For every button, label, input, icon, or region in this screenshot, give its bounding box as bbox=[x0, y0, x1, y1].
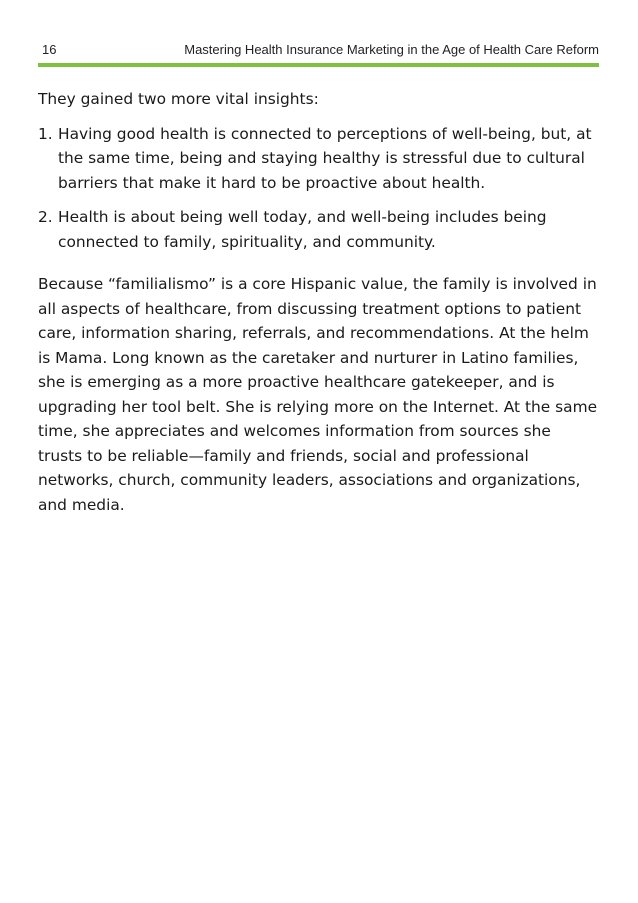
list-item-text: Having good health is connected to perceptions of well-being, but, at the same time, being and staying healthy is stressful due to cultural barriers that make it hard to be proactive about health. bbox=[58, 124, 592, 192]
page-header bbox=[38, 40, 599, 60]
list-item-number: 2. bbox=[38, 208, 53, 226]
list-item-number: 1. bbox=[38, 124, 53, 143]
list-item-text: Health is about being well today, and well-being includes being connected to family, spirituality, and community. bbox=[58, 208, 547, 251]
page-body bbox=[38, 87, 598, 517]
intro-text: They gained two more vital insights: bbox=[38, 90, 319, 108]
list-item bbox=[38, 122, 598, 196]
running-title: Mastering Health Insurance Marketing in the Age of Health Care Reform bbox=[184, 42, 599, 57]
list-item bbox=[38, 205, 598, 254]
page-number: 16 bbox=[42, 42, 57, 57]
body-paragraph: Because “familialismo” is a core Hispanic value, the family is involved in all aspects of healthcare, from discussing treatment options to patient care, information sharing, referrals, and recommendations. At the helm is Mama. Long known as the caretaker and nurturer in Latino families, she is emerging as a more proactive healthcare gatekeeper, and is upgrading her tool belt. She is relying more on the Internet. At the same time, she appreciates and welcomes information from sources she trusts to be reliable—family and friends, social and professional networks, church, community leaders, associations and organizations, and media. bbox=[38, 275, 598, 514]
header-rule bbox=[38, 63, 599, 67]
